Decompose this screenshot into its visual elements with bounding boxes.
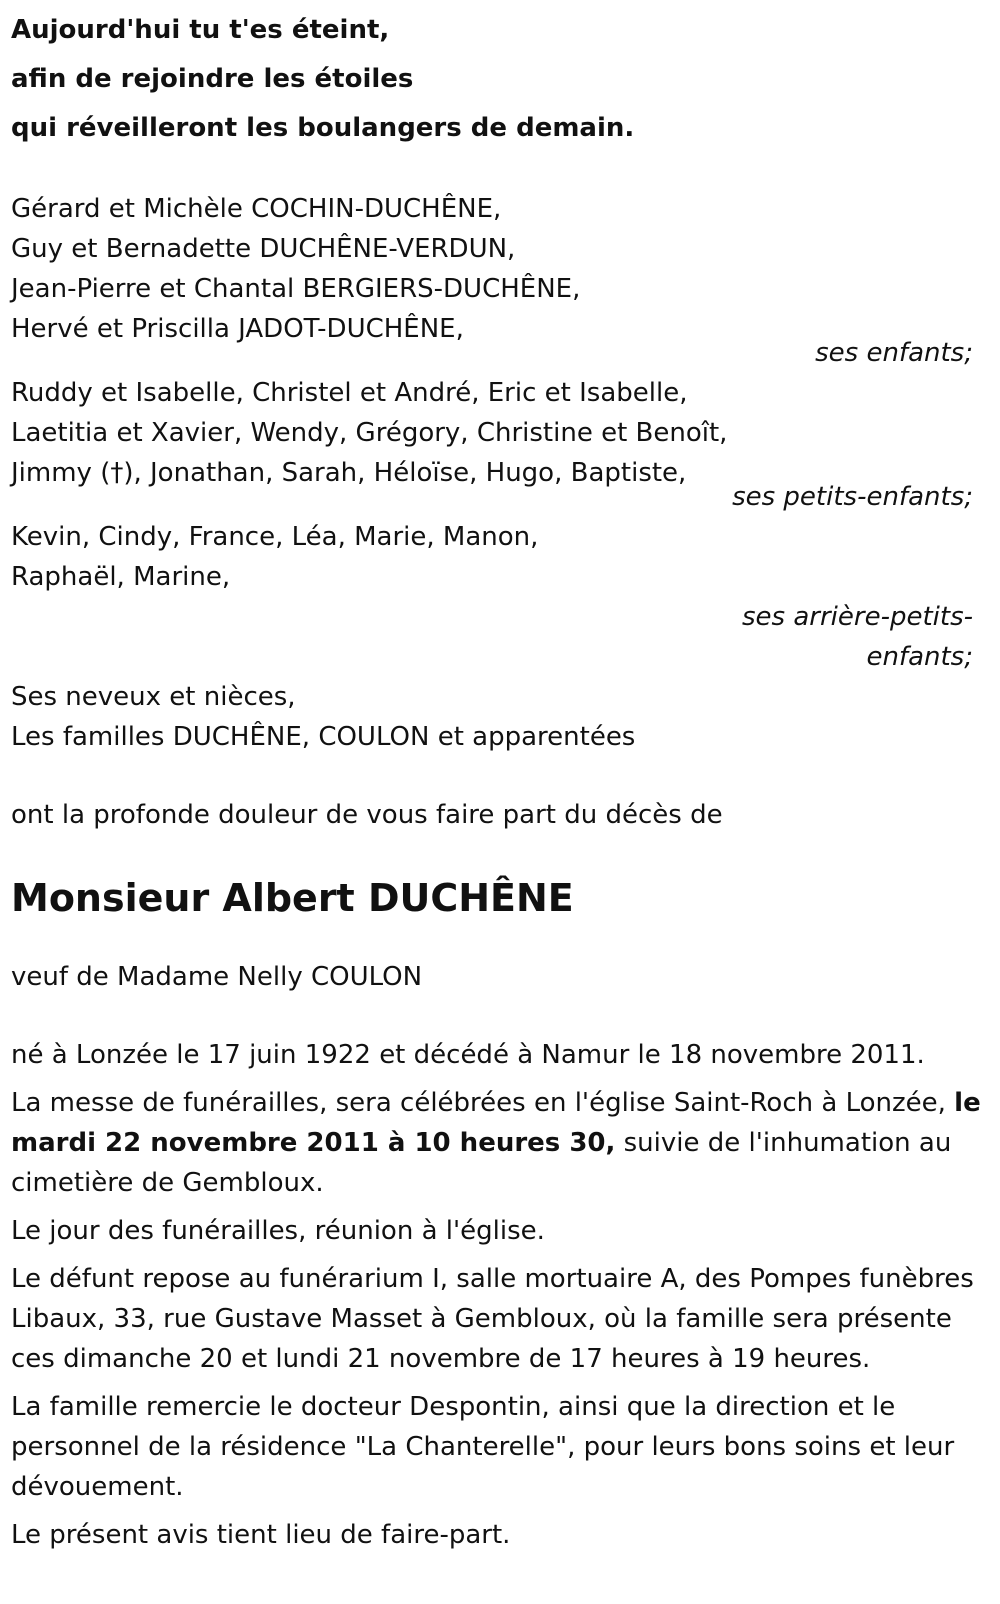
role-grandchildren: ses petits-enfants; xyxy=(732,482,973,512)
role-great-grandchildren xyxy=(711,597,991,677)
children-group xyxy=(11,189,991,373)
deceased-name: Monsieur Albert DUCHÊNE xyxy=(11,876,574,920)
poem-line: Aujourd'hui tu t'es éteint, xyxy=(11,15,390,45)
repose-info: Le défunt repose au funérarium I, salle mortuaire A, des Pompes funèbres Libaux, 33, rue Gustave Masset à Gembloux, où la famille sera présente ces dimanche 20 et lundi 21 novembre de 17 heures à 19 heures. xyxy=(11,1264,974,1374)
family-line: Jimmy (†), Jonathan, Sarah, Héloïse, Hugo, Baptiste, xyxy=(11,458,687,488)
family-line: Jean-Pierre et Chantal BERGIERS-DUCHÊNE, xyxy=(11,274,581,304)
thanks: La famille remercie le docteur Despontin, ainsi que la direction et le personnel de la résidence "La Chanterelle", pour leurs bons soins et leur dévouement. xyxy=(11,1392,955,1502)
birth-death: né à Lonzée le 17 juin 1922 et décédé à Namur le 18 novembre 2011. xyxy=(11,1040,925,1070)
grandchildren-group xyxy=(11,373,991,517)
family-line: Raphaël, Marine, xyxy=(11,562,231,592)
family-line: Gérard et Michèle COCHIN-DUCHÊNE, xyxy=(11,194,502,224)
relatives-line: Ses neveux et nièces, xyxy=(11,682,296,712)
role-line: enfants; xyxy=(866,642,973,672)
family-line: Laetitia et Xavier, Wendy, Grégory, Christine et Benoît, xyxy=(11,418,728,448)
family-line: Guy et Bernadette DUCHÊNE-VERDUN, xyxy=(11,234,516,264)
funeral-info xyxy=(11,1083,991,1203)
widower-of: veuf de Madame Nelly COULON xyxy=(11,962,423,992)
funeral-text: La messe de funérailles, sera célébrées en l'église Saint-Roch à Lonzée, xyxy=(11,1088,955,1118)
closing: Le présent avis tient lieu de faire-part. xyxy=(11,1520,511,1550)
role-children: ses enfants; xyxy=(815,338,973,368)
announcement: ont la profonde douleur de vous faire part du décès de xyxy=(11,800,723,830)
relatives-line: Les familles DUCHÊNE, COULON et apparentées xyxy=(11,722,636,752)
family-line: Hervé et Priscilla JADOT-DUCHÊNE, xyxy=(11,314,464,344)
other-relatives xyxy=(11,677,991,757)
family-line: Ruddy et Isabelle, Christel et André, Eric et Isabelle, xyxy=(11,378,688,408)
poem-line: afin de rejoindre les étoiles xyxy=(11,64,414,94)
funeral-date: le mardi 22 novembre 2011 à 10 heures 30, xyxy=(11,1088,981,1158)
poem xyxy=(11,6,991,153)
great-grandchildren-group xyxy=(11,517,991,677)
poem-line: qui réveilleront les boulangers de demain. xyxy=(11,113,635,143)
family-line: Kevin, Cindy, France, Léa, Marie, Manon, xyxy=(11,522,539,552)
role-line: ses arrière-petits- xyxy=(742,602,973,632)
meeting-info: Le jour des funérailles, réunion à l'église. xyxy=(11,1216,545,1246)
funeral-text: suivie de l'inhumation au cimetière de Gembloux. xyxy=(11,1128,952,1198)
obituary-notice xyxy=(11,6,991,1555)
